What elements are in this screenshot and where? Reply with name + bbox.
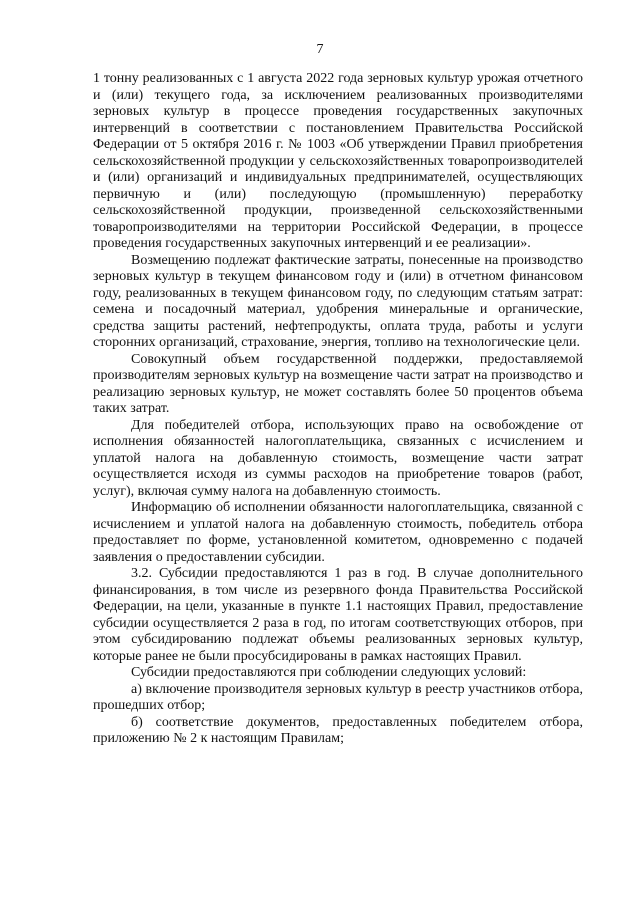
paragraph-vat-information: Информацию об исполнении обязанности налогоплательщика, связанной с исчислением и уплатой налога на добавленную стоимость, победитель отбора предоставляет по форме, установленной комитетом, одновременно с подачей заявления о предоставлении субсидии. (93, 500, 583, 565)
list-item-condition-b: б) соответствие документов, предоставленных победителем отбора, приложению № 2 к настоящим Правилам; (93, 714, 583, 746)
paragraph-reimbursable-costs: Возмещению подлежат фактические затраты, понесенные на производство зерновых культур в текущем финансовом году и (или) в отчетном финансовом году, реализованных в текущем финансовом году, по следующим статьям затрат: семена и посадочный материал, удобрения минеральные и органические, средства защиты растений, нефтепродукты, оплата труда, работы и услуги сторонних организаций, страхование, энергия, топливо на технологические цели. (93, 252, 583, 350)
paragraph-total-support-limit: Совокупный объем государственной поддержки, предоставляемой производителям зерновых культур на возмещение части затрат на производство и реализацию зерновых культур, не может составлять более 50 процентов объема таких затрат. (93, 351, 583, 416)
paragraph-section-3-2: 3.2. Субсидии предоставляются 1 раз в год. В случае дополнительного финансирования, в том числе из резервного фонда Правительства Российской Федерации, на цели, указанные в пункте 1.1 настоящих Правил, предоставление субсидии осуществляется 2 раза в год, по итогам соответствующих отборов, при этом субсидированию подлежат объемы реализованных зерновых культур, которые ранее не были просубсидированы в рамках настоящих Правил. (93, 566, 583, 664)
page-number: 7 (316, 42, 324, 57)
document-body (93, 71, 583, 748)
paragraph-vat-exempt-winners: Для победителей отбора, использующих право на освобождение от исполнения обязанностей налогоплательщика, связанных с исчислением и уплатой налога на добавленную стоимость, возмещение части затрат осуществляется исходя из суммы расходов на приобретение товаров (работ, услуг), включая сумму налога на добавленную стоимость. (93, 417, 583, 499)
list-item-condition-a: а) включение производителя зерновых культур в реестр участников отбора, прошедших отбор; (93, 681, 583, 713)
paragraph-continuation: 1 тонну реализованных с 1 августа 2022 года зерновых культур урожая отчетного и (или) текущего года, за исключением реализованных производителями зерновых культур в процессе проведения государственных закупочных интервенций в соответствии с постановлением Правительства Российской Федерации от 5 октября 2016 г. № 1003 «Об утверждении Правил приобретения сельскохозяйственной продукции у сельскохозяйственных товаропроизводителей и (или) организаций и индивидуальных предпринимателей, осуществляющих первичную и (или) последующую (промышленную) переработку сельскохозяйственной продукции, произведенной сельскохозяйственными товаропроизводителями на территории Российской Федерации, в процессе проведения государственных закупочных интервенций и ее реализации». (93, 71, 583, 251)
paragraph-conditions-intro: Субсидии предоставляются при соблюдении следующих условий: (131, 665, 527, 680)
